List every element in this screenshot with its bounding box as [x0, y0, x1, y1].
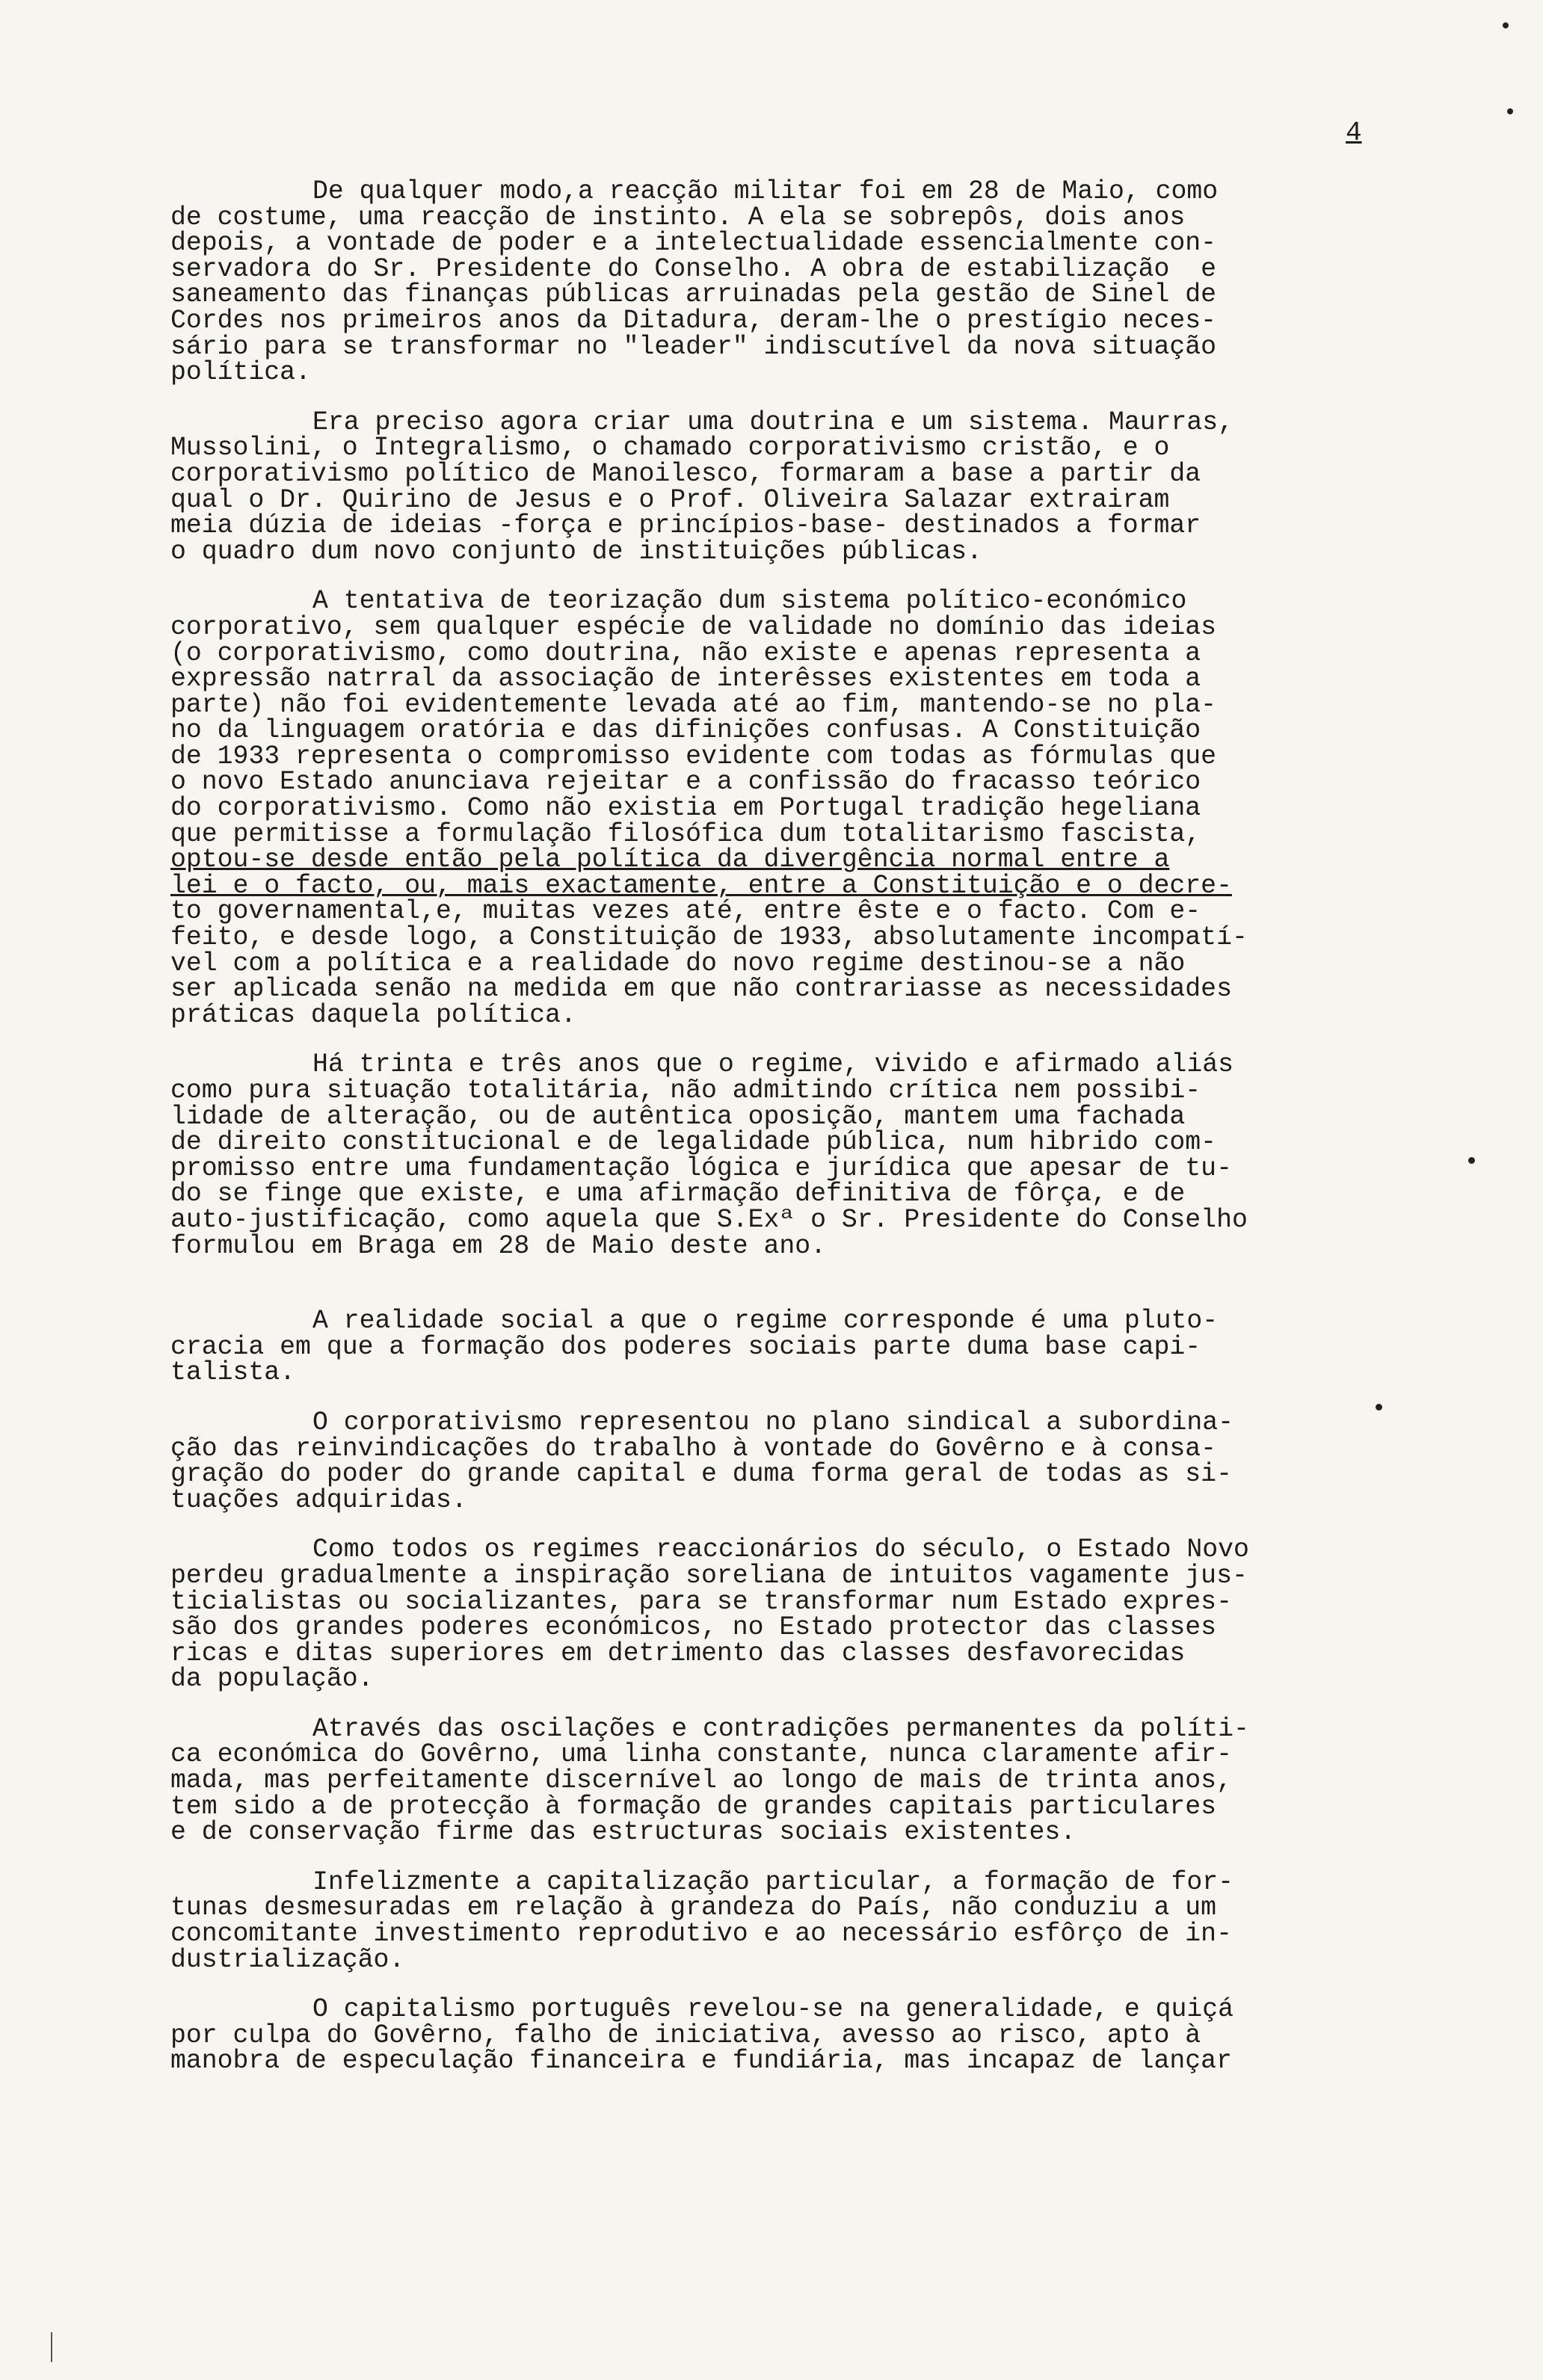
paragraph-10 [170, 1997, 1411, 2075]
text-line: A realidade social a que o regime corresponde é uma pluto- [312, 1307, 1219, 1337]
text-line: A tentativa de teorização dum sistema político-económico [312, 587, 1187, 617]
ink-speck [1376, 1404, 1382, 1411]
paragraph-5 [170, 1309, 1411, 1387]
text-line: tuações adquiridas. [170, 1485, 467, 1515]
text-line: Era preciso agora criar uma doutrina e um sistema. Maurras, [312, 407, 1234, 437]
text-line: de 1933 representa o compromisso evidente com todas as fórmulas que [170, 742, 1217, 771]
text-line: tem sido a de protecção à formação de grandes capitais particulares [170, 1792, 1217, 1822]
text-line: promisso entre uma fundamentação lógica e jurídica que apesar de tu- [170, 1153, 1232, 1183]
text-line: concomitante investimento reprodutivo e ao necessário esfôrço de in- [170, 1920, 1232, 1949]
document-body [170, 179, 1411, 2099]
text-line: ricas e ditas superiores em detrimento das classes desfavorecidas [170, 1638, 1186, 1668]
text-line: de costume, uma reacção de instinto. A ela se sobrepôs, dois anos [170, 203, 1186, 232]
text-line: política. [170, 358, 311, 388]
text-line: do corporativismo. Como não existia em Portugal tradição hegeliana [170, 794, 1201, 824]
text-line: depois, a vontade de poder e a intelectualidade essencialmente con- [170, 229, 1217, 259]
text-line: lidade de alteração, ou de autêntica oposição, mantem uma fachada [170, 1102, 1186, 1132]
text-line: saneamento das finanças públicas arruinadas pela gestão de Sinel de [170, 280, 1217, 310]
text-line: Através das oscilações e contradições permanentes da políti- [312, 1714, 1249, 1744]
text-line: perdeu gradualmente a inspiração soreliana de intuitos vagamente jus- [170, 1561, 1248, 1591]
text-line: mada, mas perfeitamente discernível ao longo de mais de trinta anos, [170, 1766, 1232, 1796]
text-line: Como todos os regimes reaccionários do século, o Estado Novo [312, 1535, 1249, 1565]
text-line: por culpa do Govêrno, falho de iniciativa, avesso ao risco, apto à [170, 2020, 1201, 2050]
text-line: (o corporativismo, como doutrina, não existe e apenas representa a [170, 638, 1201, 668]
text-line: o quadro dum novo conjunto de instituições públicas. [170, 537, 982, 567]
paragraph-9 [170, 1867, 1411, 1975]
text-line: no da linguagem oratória e das difinições confusas. A Constituição [170, 716, 1201, 746]
text-line: parte) não foi evidentemente levada até ao fim, mantendo-se no pla- [170, 690, 1217, 720]
text-line: Mussolini, o Integralismo, o chamado corporativismo cristão, e o [170, 434, 1170, 463]
text-line: dustrialização. [170, 1945, 405, 1975]
page-number: 4 [1346, 117, 1362, 148]
text-line: corporativo, sem qualquer espécie de validade no domínio das ideias [170, 612, 1217, 642]
text-line: Infelizmente a capitalização particular, a formação de for- [312, 1867, 1234, 1897]
paragraph-3 [170, 589, 1411, 1029]
text-line: cracia em que a formação dos poderes sociais parte duma base capi- [170, 1332, 1201, 1362]
scan-mark [51, 2332, 52, 2362]
paragraph-4 [170, 1052, 1411, 1260]
text-line: do se finge que existe, e uma afirmação definitiva de fôrça, e de [170, 1180, 1186, 1209]
text-line: gração do poder do grande capital e duma forma geral de todas as si- [170, 1460, 1232, 1490]
text-line: e de conservação firme das estructuras sociais existentes. [170, 1818, 1077, 1848]
paragraph-6 [170, 1408, 1411, 1515]
ink-speck [1507, 108, 1513, 114]
text-line: O corporativismo representou no plano sindical a subordina- [312, 1408, 1234, 1437]
text-line: como pura situação totalitária, não admitindo crítica nem possibi- [170, 1076, 1201, 1106]
paragraph-1 [170, 179, 1411, 386]
text-line: o novo Estado anunciava rejeitar e a confissão do fracasso teórico [170, 768, 1201, 798]
text-line: O capitalismo português revelou-se na generalidade, e quiçá [312, 1995, 1234, 2025]
paragraph-7 [170, 1535, 1411, 1695]
text-line: de direito constitucional e de legalidade pública, num hibrido com- [170, 1128, 1217, 1158]
text-line-underlined: optou-se desde então pela política da divergência normal entre a [170, 845, 1170, 875]
text-line: vel com a política e a realidade do novo regime destinou-se a não [170, 949, 1186, 978]
text-line: qual o Dr. Quirino de Jesus e o Prof. Oliveira Salazar extrairam [170, 485, 1170, 515]
text-line: corporativismo político de Manoilesco, formaram a base a partir da [170, 459, 1201, 489]
text-line: ticialistas ou socializantes, para se transformar num Estado expres- [170, 1587, 1232, 1617]
text-line: ser aplicada senão na medida em que não contrariasse as necessidades [170, 975, 1232, 1005]
text-line: servadora do Sr. Presidente do Conselho. A obra de estabilização e [170, 254, 1217, 284]
text-line: expressão natrral da associação de interêsses existentes em toda a [170, 665, 1201, 694]
text-line: ção das reinvindicações do trabalho à vontade do Govêrno e à consa- [170, 1434, 1217, 1464]
text-line: práticas daquela política. [170, 1000, 576, 1030]
text-line: são dos grandes poderes económicos, no Estado protector das classes [170, 1613, 1217, 1643]
text-line: que permitisse a formulação filosófica dum totalitarismo fascista, [170, 819, 1201, 849]
paragraph-2 [170, 407, 1411, 567]
text-line: tunas desmesuradas em relação à grandeza do País, não conduziu a um [170, 1893, 1217, 1923]
text-line: Há trinta e três anos que o regime, vivido e afirmado aliás [312, 1050, 1234, 1080]
text-line: feito, e desde logo, a Constituição de 1933, absolutamente incompatí- [170, 923, 1248, 953]
text-line: sário para se transformar no "leader" indiscutível da nova situação [170, 332, 1217, 362]
ink-speck [1503, 22, 1509, 28]
section-gap [170, 1283, 1411, 1309]
text-line: auto-justificação, como aquela que S.Exª o Sr. Presidente do Conselho [170, 1205, 1248, 1235]
text-line: to governamental,e, muitas vezes até, entre êste e o facto. Com e- [170, 897, 1201, 927]
text-line: manobra de especulação financeira e fundiária, mas incapaz de lançar [170, 2047, 1232, 2077]
text-line: da população. [170, 1665, 374, 1695]
text-line: ca económica do Govêrno, uma linha constante, nunca claramente afir- [170, 1740, 1232, 1770]
text-line: Cordes nos primeiros anos da Ditadura, deram-lhe o prestígio neces- [170, 306, 1217, 336]
text-line: talista. [170, 1358, 296, 1388]
text-line: formulou em Braga em 28 de Maio deste ano. [170, 1231, 827, 1261]
text-line-underlined: lei e o facto, ou, mais exactamente, entre a Constituição e o decre- [170, 871, 1232, 901]
paragraph-8 [170, 1714, 1411, 1848]
text-line: De qualquer modo,a reacção militar foi em 28 de Maio, como [312, 177, 1219, 206]
ink-speck [1468, 1157, 1475, 1164]
text-line: meia dúzia de ideias -força e princípios-base- destinados a formar [170, 511, 1201, 541]
